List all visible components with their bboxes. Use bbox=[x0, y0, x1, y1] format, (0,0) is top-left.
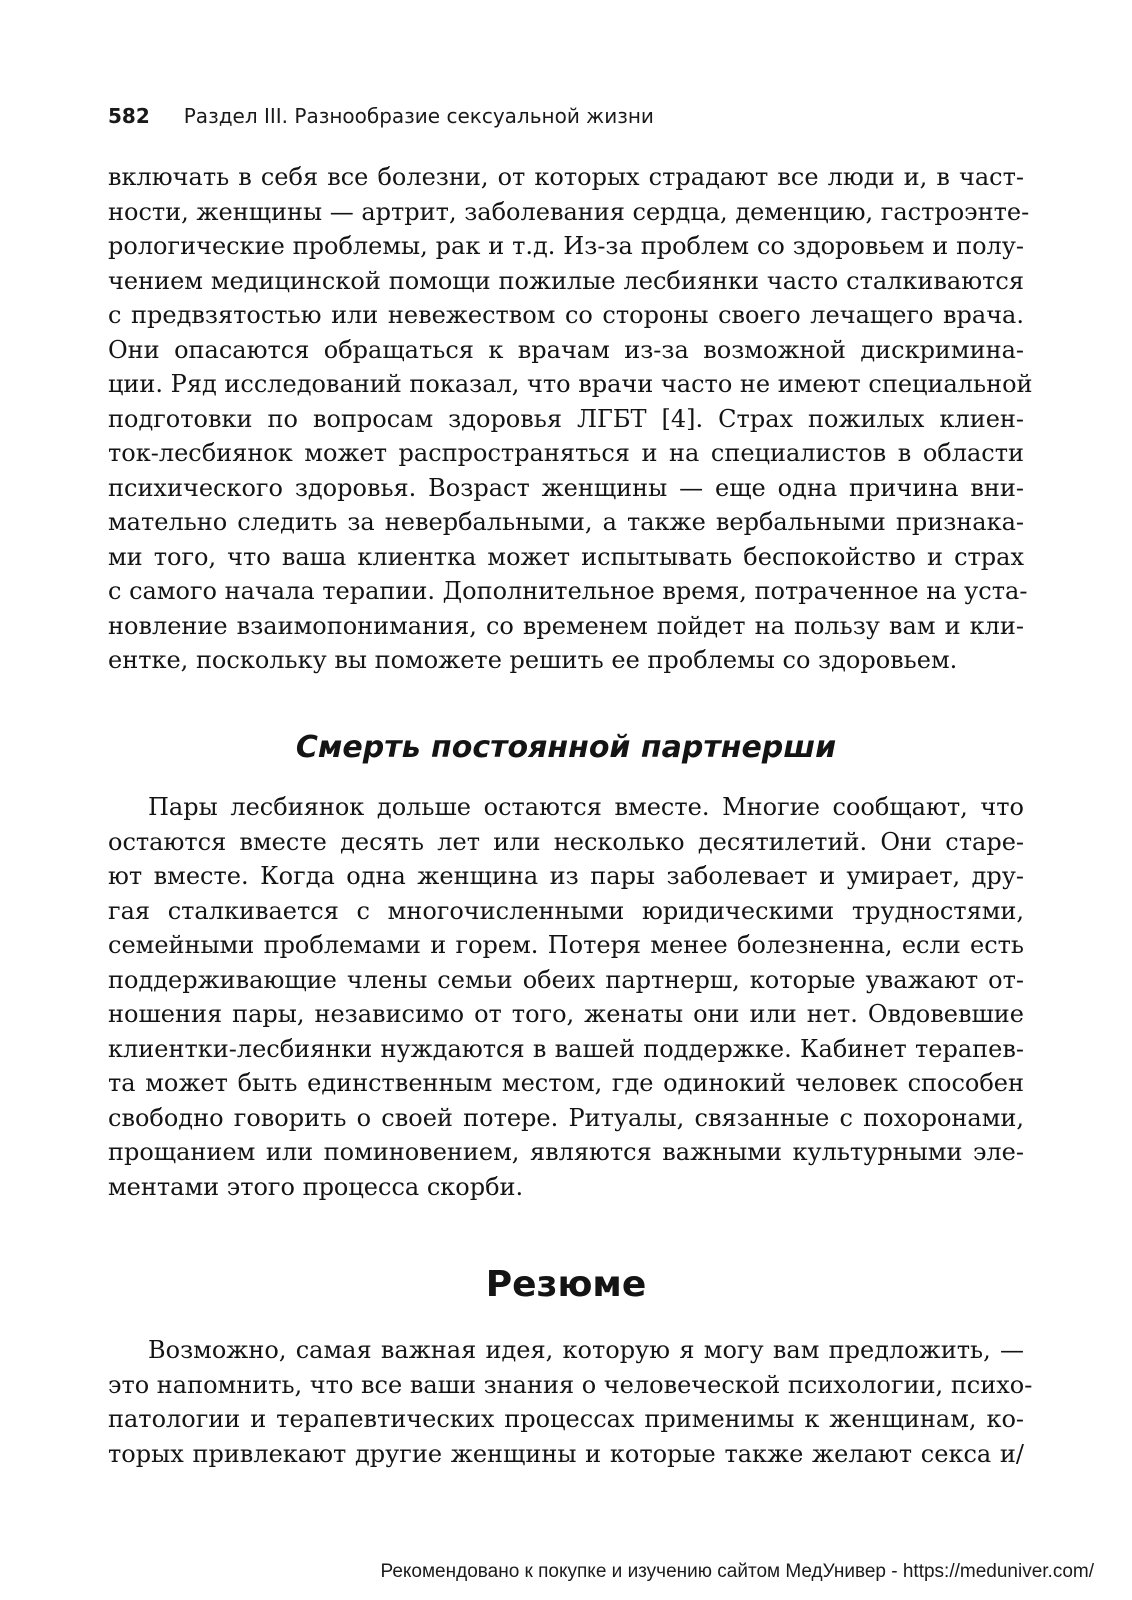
text-line: чением медицинской помощи пожилые лесбиянки часто сталкиваются bbox=[108, 266, 1024, 295]
text-line: ношения пары, независимо от того, женаты они или нет. Овдовевшие bbox=[108, 1000, 1024, 1028]
text-line: с самого начала терапии. Дополнительное время, потраченное на уста- bbox=[108, 577, 1028, 605]
text-line: Они опасаются обращаться к врачам из-за возможной дискримина- bbox=[108, 335, 1024, 364]
text-line: Возможно, самая важная идея, которую я могу вам предложить, — bbox=[148, 1336, 1024, 1364]
text-line: включать в себя все болезни, от которых страдают все люди и, в част- bbox=[108, 163, 1024, 191]
text-line: ентке, поскольку вы поможете решить ее проблемы со здоровьем. bbox=[108, 646, 958, 674]
text-line: клиентки-лесбиянки нуждаются в вашей поддержке. Кабинет терапев- bbox=[108, 1034, 1024, 1063]
text-line: с предвзятостью или невежеством со стороны своего лечащего врача. bbox=[108, 301, 1024, 329]
text-line: новление взаимопонимания, со временем пойдет на пользу вам и кли- bbox=[108, 611, 1024, 640]
text-line: это напомнить, что все ваши знания о человеческой психологии, психо- bbox=[108, 1370, 1033, 1399]
text-line: та может быть единственным местом, где одинокий человек способен bbox=[108, 1069, 1024, 1097]
watermark-text: Рекомендовано к покупке и изучению сайтом МедУнивер - https://meduniver.com/ bbox=[380, 1561, 1094, 1582]
section-subheading: Смерть постоянной партнерши bbox=[295, 730, 837, 765]
text-line: прощанием или поминовением, являются важными культурными эле- bbox=[108, 1138, 1024, 1166]
text-line: ют вместе. Когда одна женщина из пары заболевает и умирает, дру- bbox=[108, 862, 1024, 890]
text-line: психического здоровья. Возраст женщины — еще одна причина вни- bbox=[108, 473, 1024, 502]
text-line: остаются вместе десять лет или несколько десятилетий. Они старе- bbox=[108, 827, 1024, 856]
text-line: подготовки по вопросам здоровья ЛГБТ [4]. Страх пожилых клиен- bbox=[108, 404, 1024, 433]
text-line: ми того, что ваша клиентка может испытывать беспокойство и страх bbox=[108, 542, 1024, 571]
section-title: Раздел III. Разнообразие сексуальной жизни bbox=[183, 104, 654, 128]
text-line: ции. Ряд исследований показал, что врачи часто не имеют специальной bbox=[108, 370, 1033, 398]
text-line: поддерживающие члены семьи обеих партнерш, которые уважают от- bbox=[108, 965, 1024, 994]
text-line: ток-лесбиянок может распространяться и на специалистов в области bbox=[108, 439, 1024, 467]
text-line: торых привлекают другие женщины и которые также желают секса и/ bbox=[108, 1439, 1024, 1468]
text-line: свободно говорить о своей потере. Ритуалы, связанные с похоронами, bbox=[108, 1103, 1024, 1132]
paragraph-summary bbox=[108, 1333, 1033, 1471]
text-line: патологии и терапевтических процессах применимы к женщинам, ко- bbox=[108, 1405, 1024, 1433]
text-line: Пары лесбиянок дольше остаются вместе. Многие сообщают, что bbox=[148, 793, 1024, 821]
text-line: семейными проблемами и горем. Потеря менее болезненна, если есть bbox=[108, 931, 1024, 959]
summary-heading: Резюме bbox=[485, 1264, 647, 1305]
text-line: рологические проблемы, рак и т.д. Из-за проблем со здоровьем и полу- bbox=[108, 232, 1024, 260]
text-line: гая сталкивается с многочисленными юридическими трудностями, bbox=[108, 896, 1024, 925]
paragraph-partner-death bbox=[108, 790, 1024, 1204]
running-header bbox=[108, 104, 654, 128]
paragraph-health bbox=[108, 160, 1033, 678]
page-number: 582 bbox=[108, 104, 150, 128]
text-line: мательно следить за невербальными, а также вербальными признака- bbox=[108, 508, 1024, 536]
text-line: ности, женщины — артрит, заболевания сердца, деменцию, гастроэнте- bbox=[108, 197, 1030, 226]
text-line: ментами этого процесса скорби. bbox=[108, 1172, 524, 1201]
